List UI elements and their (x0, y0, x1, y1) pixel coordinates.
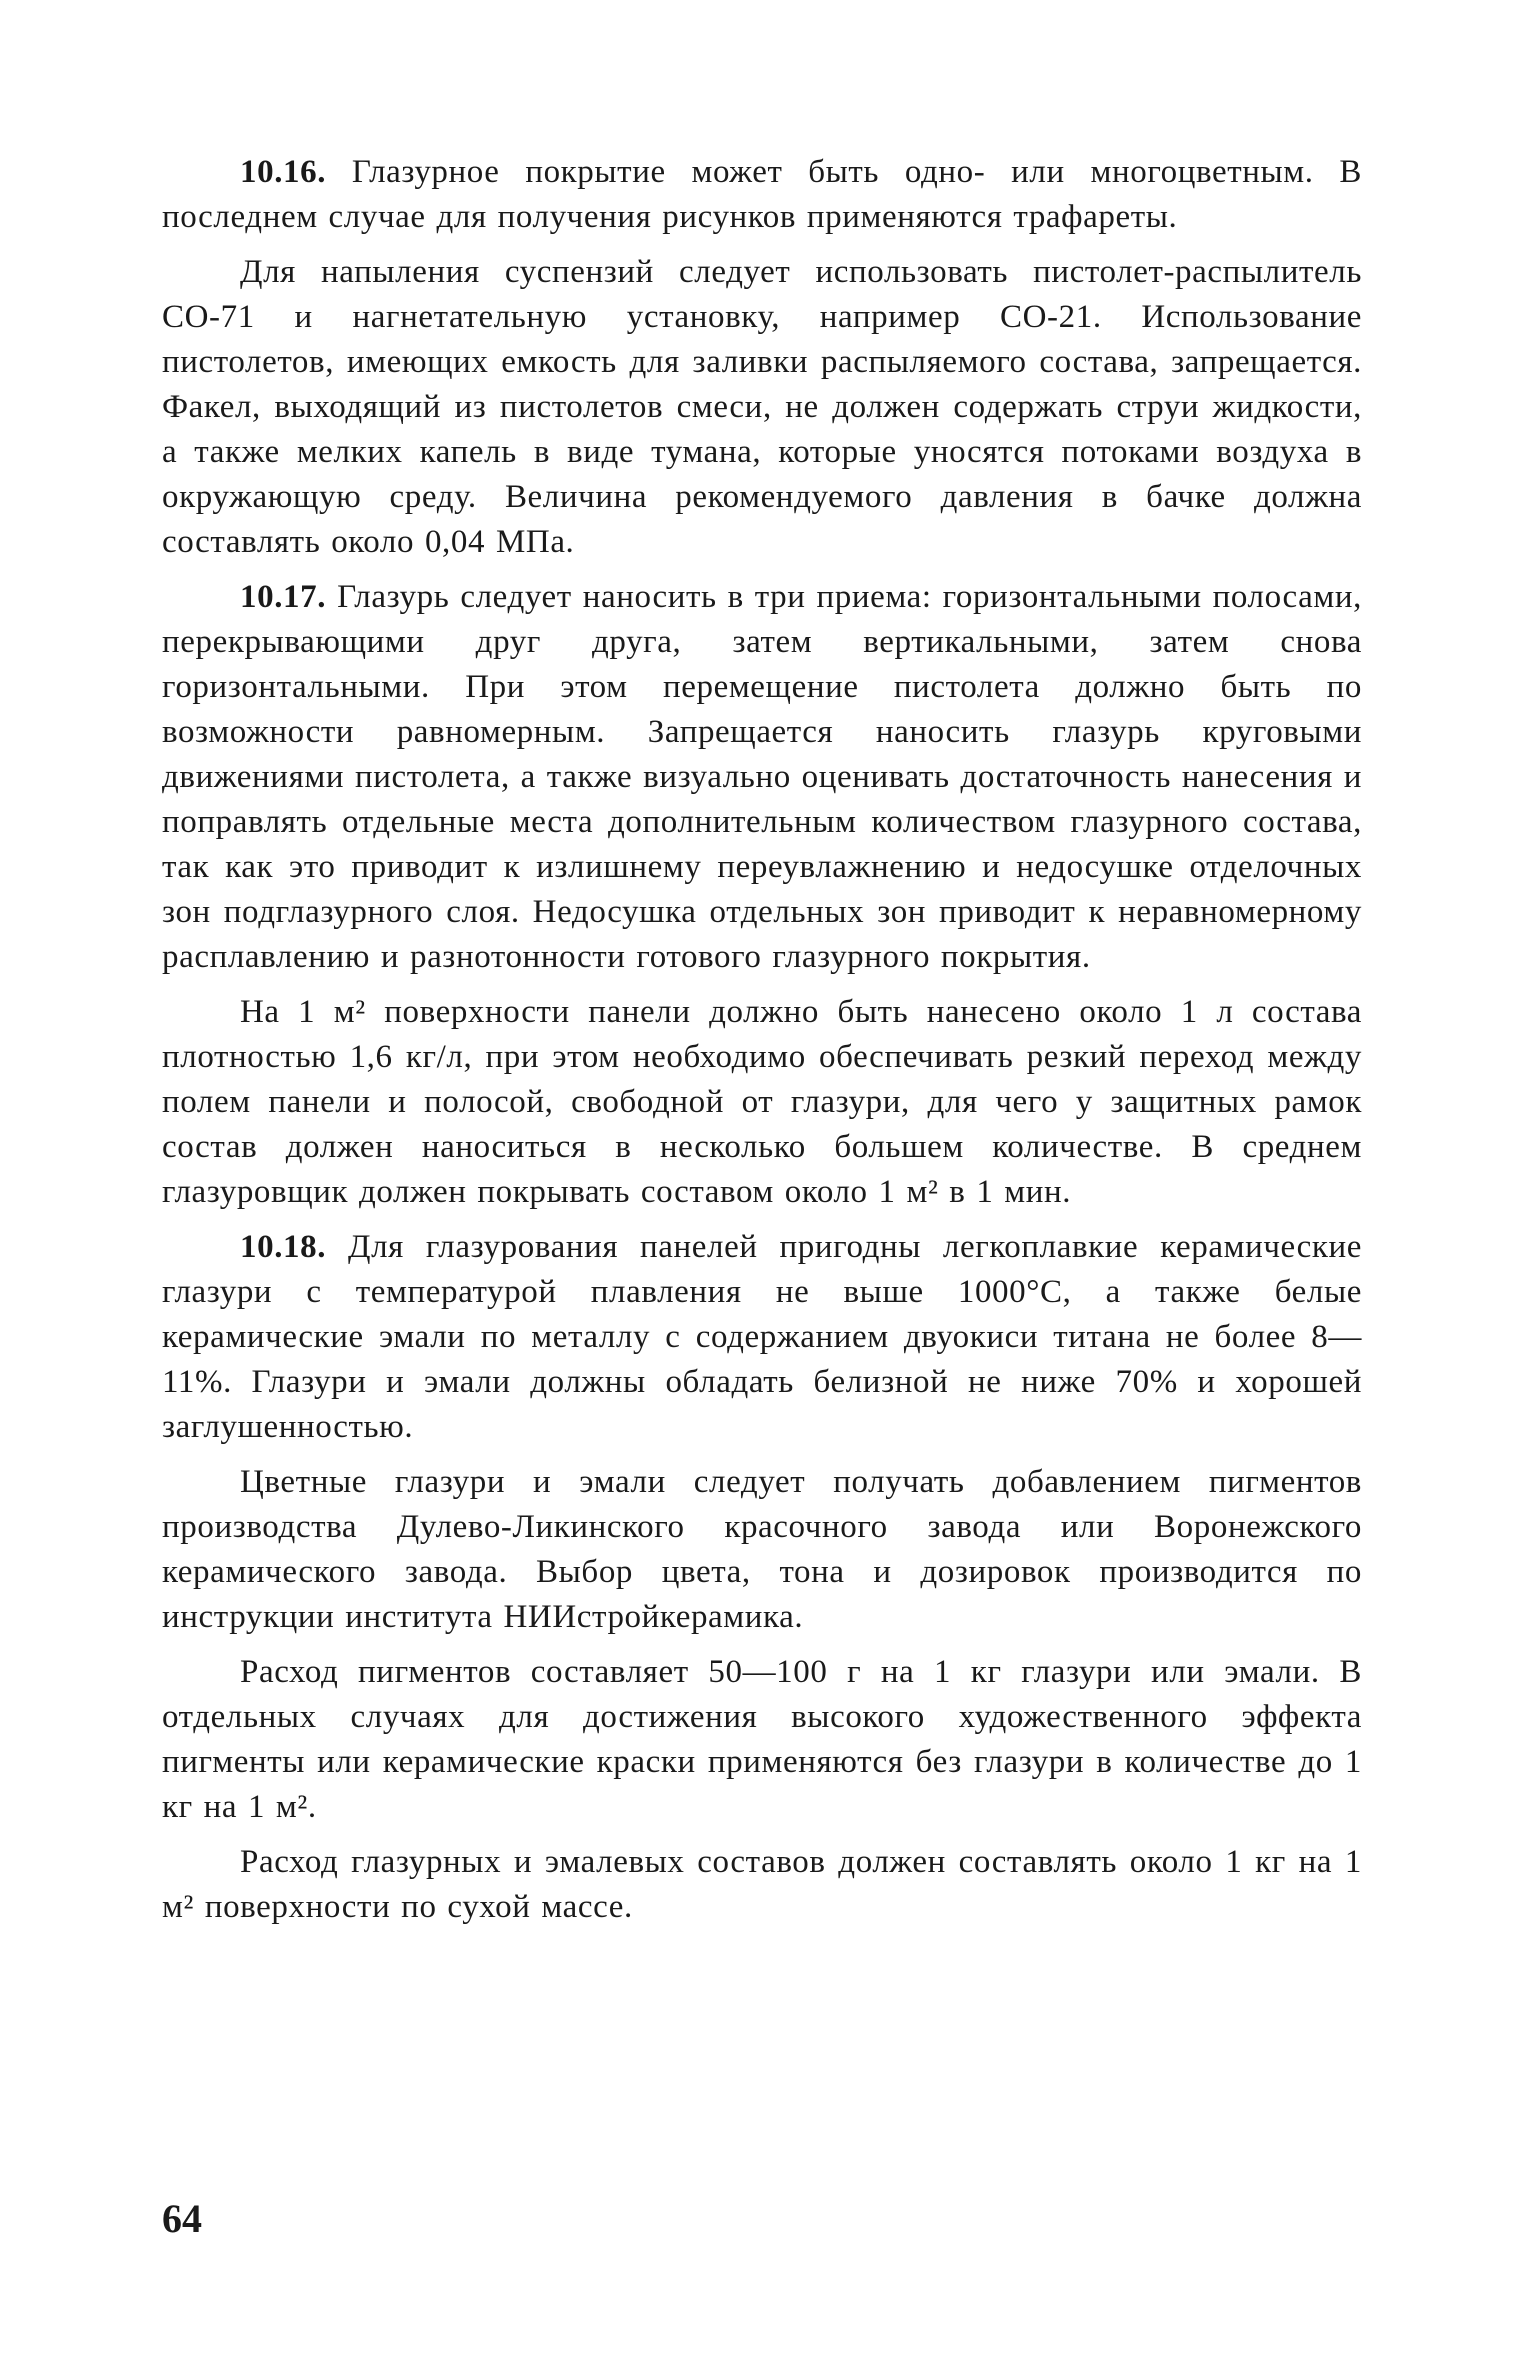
paragraph-pigments (162, 1460, 1362, 1640)
paragraph-text: Для напыления суспензий следует использовать пистолет-распылитель СО-71 и нагнетательную установку, например СО-21. Использование пистолетов, имеющих емкость для заливки распыляемого состава, запрещается. Факел, выходящий из пистолетов смеси, не должен содержать струи жидкости, а также мелких капель в виде тумана, которые уносятся потоками воздуха в окружающую среду. Величина рекомендуемого давления в бачке должна составлять около 0,04 МПа. (162, 254, 1362, 560)
clause-number: 10.18. (240, 1229, 327, 1265)
page-body (162, 150, 1362, 1940)
paragraph-text: Глазурное покрытие может быть одно- или многоцветным. В последнем случае для получения рисунков применяются трафареты. (162, 154, 1362, 235)
paragraph-text: Для глазурования панелей пригодны легкоплавкие керамические глазури с температурой плавления не выше 1000°С, а также белые керамические эмали по металлу с содержанием двуокиси титана не более 8—11%. Глазури и эмали должны обладать белизной не ниже 70% и хорошей заглушенностью. (162, 1229, 1362, 1445)
clause-number: 10.17. (240, 579, 327, 615)
paragraph-10-16 (162, 150, 1362, 240)
paragraph-10-18 (162, 1225, 1362, 1450)
clause-number: 10.16. (240, 154, 327, 190)
paragraph-text: Расход пигментов составляет 50—100 г на 1 кг глазури или эмали. В отдельных случаях для достижения высокого художественного эффекта пигменты или керамические краски применяются без глазури в количестве до 1 кг на 1 м². (162, 1654, 1362, 1825)
paragraph-10-17 (162, 575, 1362, 980)
paragraph-spraying (162, 250, 1362, 565)
paragraph-consumption (162, 990, 1362, 1215)
paragraph-text: Глазурь следует наносить в три приема: горизонтальными полосами, перекрывающими друг друга, затем вертикальными, затем снова горизонтальными. При этом перемещение пистолета должно быть по возможности равномерным. Запрещается наносить глазурь круговыми движениями пистолета, а также визуально оценивать достаточность нанесения и поправлять отдельные места дополнительным количеством глазурного состава, так как это приводит к излишнему переувлажнению и недосушке отделочных зон подглазурного слоя. Недосушка отдельных зон приводит к неравномерному расплавлению и разнотонности готового глазурного покрытия. (162, 579, 1362, 975)
paragraph-glaze-rate (162, 1840, 1362, 1930)
page-number: 64 (162, 2196, 202, 2241)
paragraph-text: Цветные глазури и эмали следует получать добавлением пигментов производства Дулево-Ликинского красочного завода или Воронежского керамического завода. Выбор цвета, тона и дозировок производится по инструкции института НИИстройкерамика. (162, 1464, 1362, 1635)
paragraph-pigment-rate (162, 1650, 1362, 1830)
paragraph-text: На 1 м² поверхности панели должно быть нанесено около 1 л состава плотностью 1,6 кг/л, при этом необходимо обеспечивать резкий переход между полем панели и полосой, свободной от глазури, для чего у защитных рамок состав должен наноситься в несколько большем количестве. В среднем глазуровщик должен покрывать составом около 1 м² в 1 мин. (162, 994, 1362, 1210)
paragraph-text: Расход глазурных и эмалевых составов должен составлять около 1 кг на 1 м² поверхности по сухой массе. (162, 1844, 1362, 1925)
